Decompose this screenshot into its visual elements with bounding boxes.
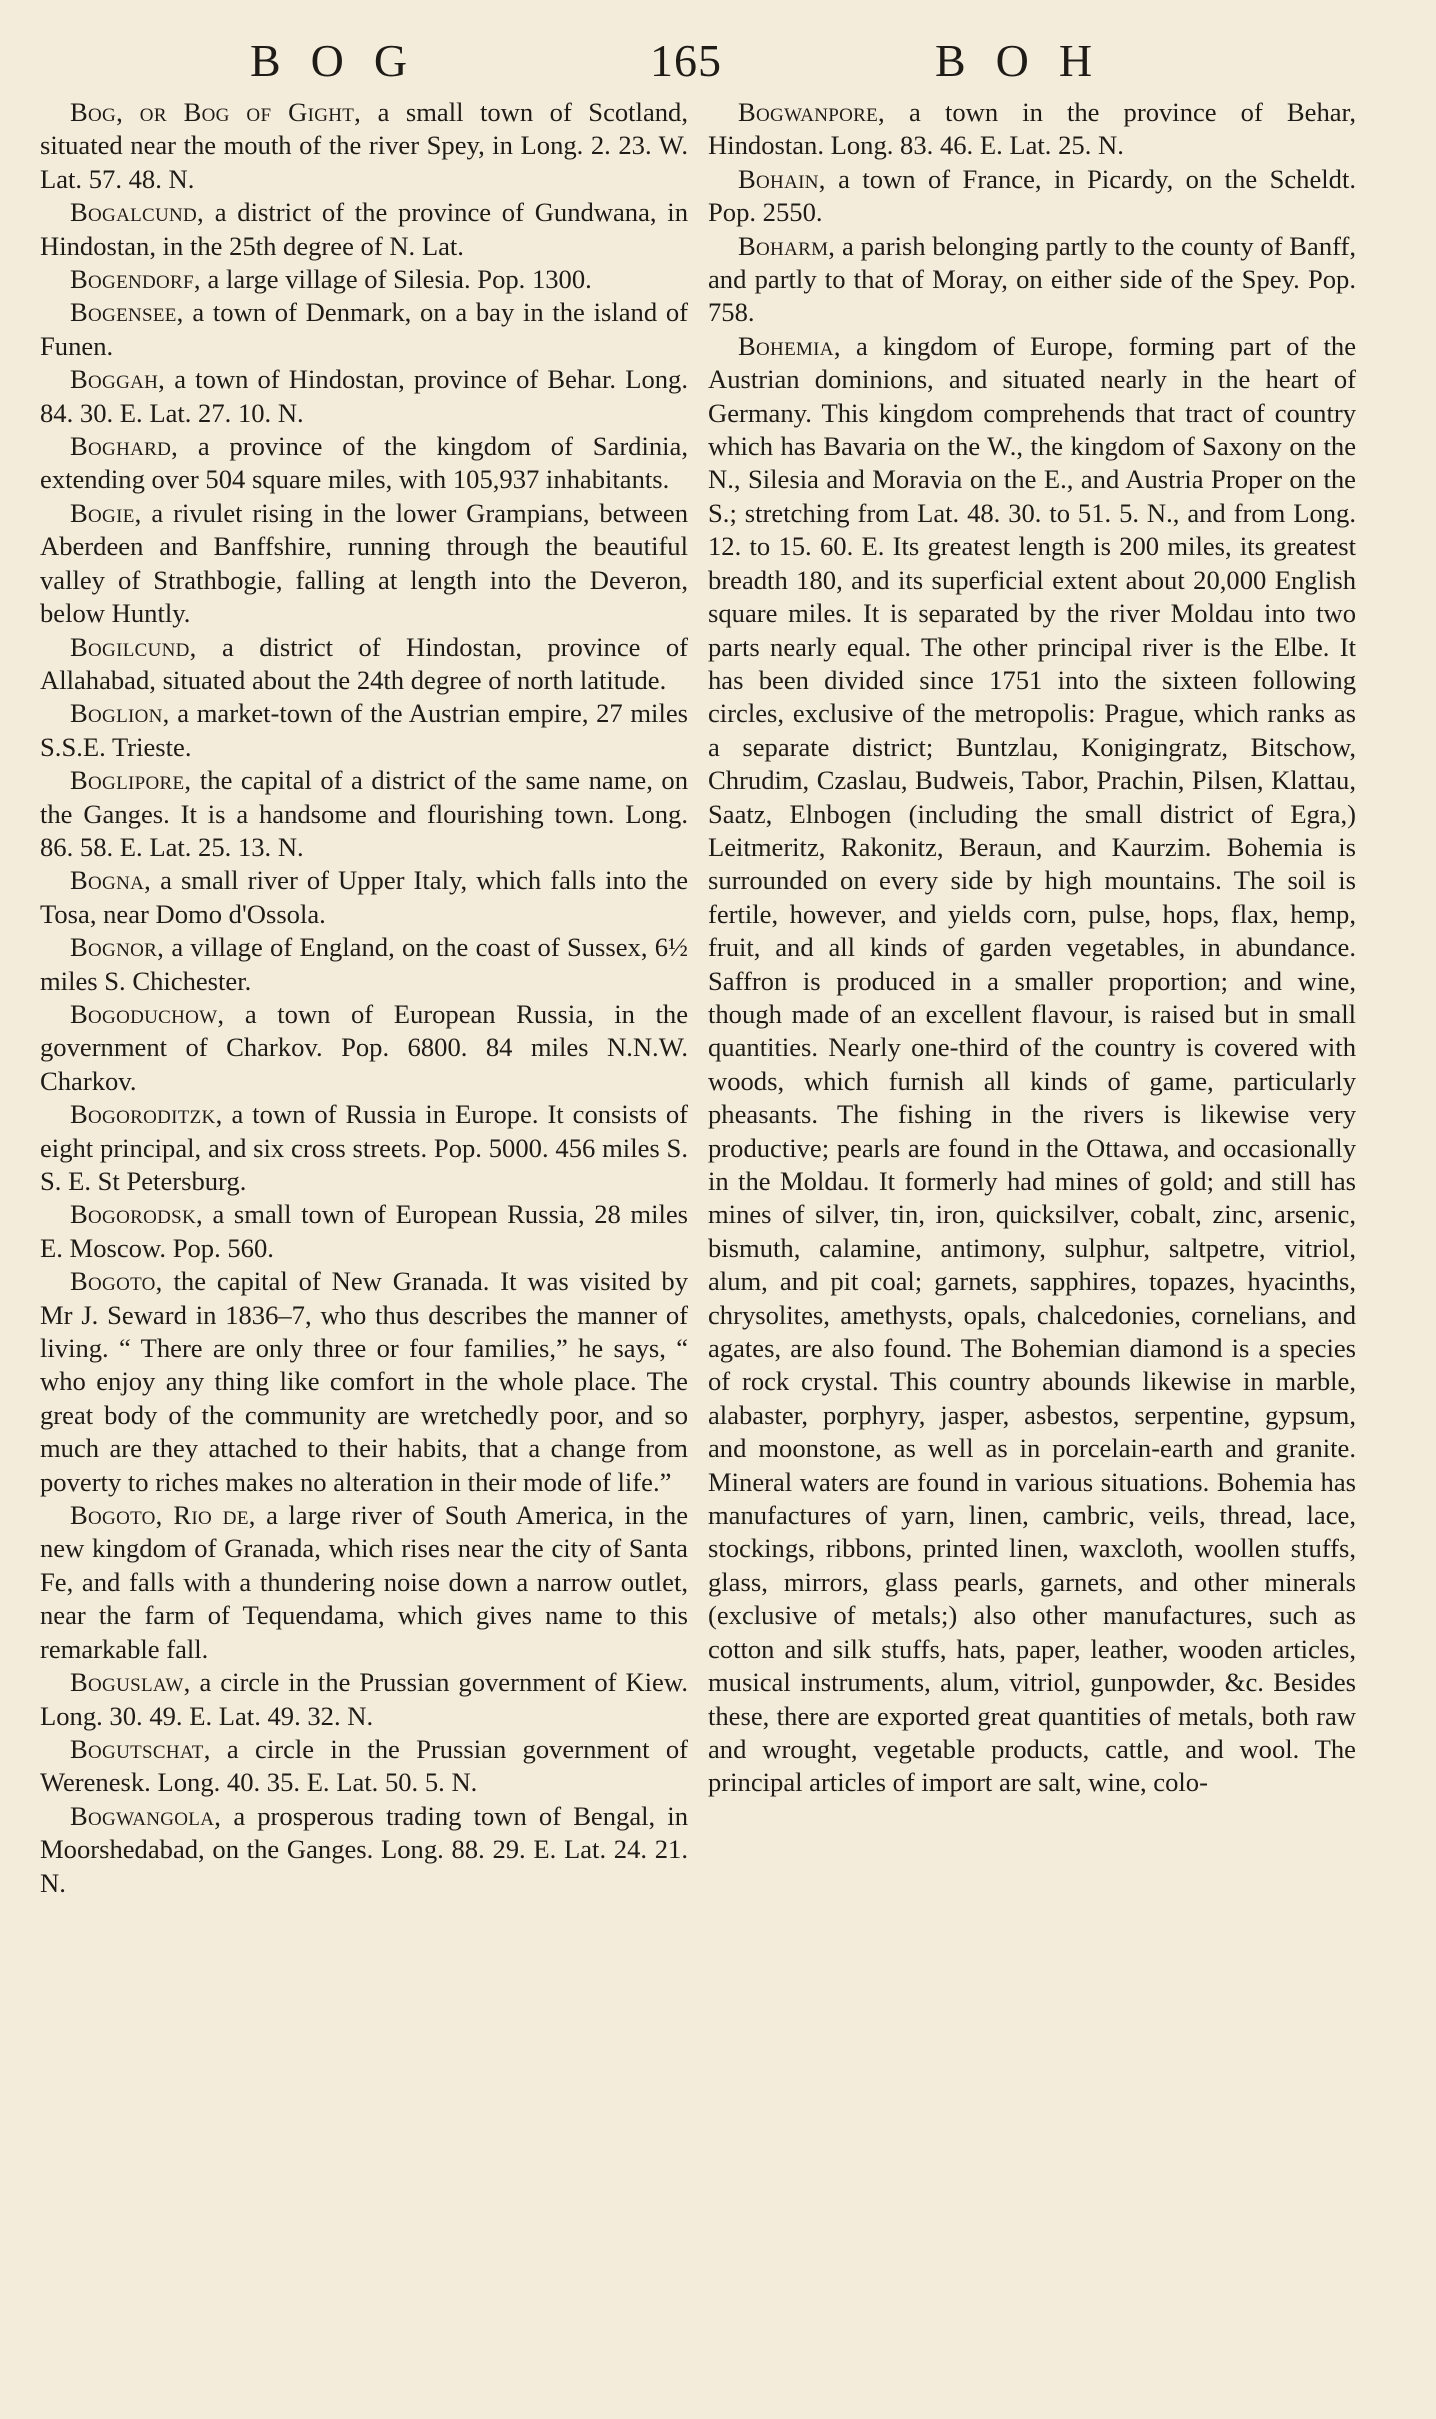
dictionary-entry <box>40 1265 688 1499</box>
entry-text: a province of the kingdom of Sardinia, extending over 504 square miles, with 105,937 inhabitants. <box>40 431 688 495</box>
entry-text: a market-town of the Austrian empire, 27 miles S.S.E. Trieste. <box>40 698 688 762</box>
dictionary-entry <box>40 998 688 1098</box>
entry-headword: Bogwanpore, <box>738 97 885 127</box>
running-header <box>0 34 1436 94</box>
entry-text: a town in the province of Behar, Hindostan. Long. 83. 46. E. Lat. 25. N. <box>708 97 1356 161</box>
entry-headword: Bogoto, Rio de, <box>70 1500 256 1531</box>
entry-headword: Bohain, <box>738 163 826 194</box>
entry-headword: Bogilcund, <box>70 631 197 662</box>
entry-headword: Bog, or Bog of Gight, <box>70 97 362 127</box>
dictionary-entry <box>708 330 1356 1800</box>
dictionary-entry <box>40 931 688 998</box>
entry-text: a circle in the Prussian government of Kiew. Long. 30. 49. E. Lat. 49. 32. N. <box>40 1667 688 1731</box>
entry-headword: Bogorodsk, <box>70 1199 203 1230</box>
entry-headword: Boguslaw, <box>70 1667 191 1698</box>
entry-headword: Bogendorf, <box>70 264 201 295</box>
entry-text: a rivulet rising in the lower Grampians, between Aberdeen and Banffshire, running through the beautiful valley of Strathbogie, falling at length into the Deveron, below Huntly. <box>40 497 688 629</box>
dictionary-entry <box>708 96 1356 163</box>
entry-headword: Bogalcund, <box>70 197 204 228</box>
entry-headword: Boglion, <box>70 698 170 729</box>
entry-headword: Boharm, <box>738 230 836 261</box>
entry-text: a district of the province of Gundwana, in Hindostan, in the 25th degree of N. Lat. <box>40 197 688 261</box>
left-running-headword: BOG <box>250 35 438 86</box>
dictionary-entry <box>40 497 688 631</box>
entry-text: a kingdom of Europe, forming part of the Austrian dominions, and situated nearly in the heart of Germany. This kingdom comprehends that tract of country which has Bavaria on the W., the kingdom of Saxony on the N., Silesia and Moravia on the E., and Austria Proper on the S.; stretching from Lat. 48. 30. to 51. 5. N., and from Long. 12. to 15. 60. E. Its greatest length is 200 miles, its greatest breadth 180, and its superficial extent about 20,000 English square miles. It is separated by the river Moldau into two parts nearly equal. The other principal river is the Elbe. It has been divided since 1751 into the sixteen following circles, exclusive of the metropolis: Prague, which ranks as a separate district; Buntzlau, Konigingratz, Bitschow, Chrudim, Czaslau, Budweis, Tabor, Prachin, Pilsen, Klattau, Saatz, Elnbogen (including the small district of Egra,) Leitmeritz, Rakonitz, Beraun, and Kaurzim. Bohemia is surrounded on every side by high mountains. The soil is fertile, however, and yields corn, pulse, hops, flax, hemp, fruit, and all kinds of garden vegetables, in abundance. Saffron is produced in a smaller proportion; and wine, though made of an excellent flavour, is raised but in small quantities. Nearly one-third of the country is covered with woods, which furnish all kinds of game, particularly pheasants. The fishing in the rivers is likewise very productive; pearls are found in the Ottawa, and occasionally in the Moldau. It formerly had mines of gold; and still has mines of silver, tin, iron, quicksilver, cobalt, zinc, arsenic, bismuth, calamine, antimony, sulphur, saltpetre, vitriol, alum, and pit coal; garnets, sapphires, topazes, hyacinths, chrysolites, amethysts, opals, chalcedonies, cornelians, and agates, are also found. The Bohemian diamond is a species of rock crystal. This country abounds likewise in marble, alabaster, porphyry, jasper, asbestos, serpentine, gypsum, and moonstone, as well as in porcelain-earth and granite. Mineral waters are found in various situations. Bohemia has manufactures of yarn, linen, cambric, veils, thread, lace, stockings, ribbons, printed linen, waxcloth, woollen stuffs, glass, mirrors, glass pearls, garnets, and other minerals (exclusive of metals;) also other manufactures, such as cotton and silk stuffs, hats, paper, leather, wooden articles, musical instruments, alum, vitriol, gunpowder, &c. Besides these, there are exported great quantities of metals, both raw and wrought, vegetable products, cattle, and wool. The principal articles of import are salt, wine, colo- <box>708 330 1356 1798</box>
entry-text: a large river of South America, in the new kingdom of Granada, which rises near the city of Santa Fe, and falls with a thundering noise down a narrow outlet, near the farm of Tequendama, which gives name to this remarkable fall. <box>40 1500 689 1664</box>
dictionary-entry <box>40 764 688 864</box>
entry-headword: Bogoroditzk, <box>70 1099 223 1130</box>
left-column <box>40 96 688 1900</box>
entry-headword: Bogoto, <box>70 1266 163 1297</box>
entry-headword: Boghard, <box>70 431 179 462</box>
entry-text: a circle in the Prussian government of Werenesk. Long. 40. 35. E. Lat. 50. 5. N. <box>40 1733 688 1798</box>
entry-text: a small river of Upper Italy, which falls into the Tosa, near Domo d'Ossola. <box>40 865 688 929</box>
page-number: 165 <box>650 35 722 86</box>
dictionary-entry <box>40 96 688 196</box>
dictionary-entry <box>40 1198 688 1265</box>
entry-headword: Bogwangola, <box>70 1800 222 1831</box>
entry-text: a town of European Russia, in the government of Charkov. Pop. 6800. 84 miles N.N.W. Charkov. <box>40 998 688 1096</box>
right-running-headword: BOH <box>935 35 1123 86</box>
dictionary-entry <box>40 263 688 296</box>
entry-headword: Boglipore, <box>70 765 192 796</box>
entry-text: a small town of European Russia, 28 miles E. Moscow. Pop. 560. <box>40 1199 688 1263</box>
dictionary-entry <box>40 864 688 931</box>
entry-text: a town of Russia in Europe. It consists of eight principal, and six cross streets. Pop. 5000. 456 miles S. S. E. St Petersburg. <box>40 1099 688 1196</box>
entry-headword: Bogutschat, <box>70 1733 211 1764</box>
dictionary-entry <box>40 1098 688 1198</box>
entry-text: a small town of Scotland, situated near the mouth of the river Spey, in Long. 2. 23. W. Lat. 57. 48. N. <box>40 97 688 194</box>
dictionary-entry <box>40 1666 688 1733</box>
dictionary-entry <box>708 230 1356 330</box>
entry-text: a town of Denmark, on a bay in the island of Funen. <box>40 297 688 361</box>
entry-text: a large village of Silesia. Pop. 1300. <box>200 264 592 295</box>
dictionary-entry <box>708 163 1356 230</box>
dictionary-entry <box>40 196 688 263</box>
entry-headword: Bogensee, <box>70 297 184 328</box>
dictionary-entry <box>40 1499 688 1666</box>
dictionary-entry <box>40 296 688 363</box>
entry-text: the capital of a district of the same name, on the Ganges. It is a handsome and flourishing town. Long. 86. 58. E. Lat. 25. 13. N. <box>40 765 688 862</box>
entry-text: a town of France, in Picardy, on the Scheldt. Pop. 2550. <box>708 163 1356 228</box>
dictionary-entry <box>40 1800 688 1900</box>
entry-headword: Bohemia, <box>738 330 841 361</box>
entry-text: a town of Hindostan, province of Behar. Long. 84. 30. E. Lat. 27. 10. N. <box>40 364 688 428</box>
entry-text: a prosperous trading town of Bengal, in Moorshedabad, on the Ganges. Long. 88. 29. E. Lat. 24. 21. N. <box>40 1800 688 1898</box>
entry-text: a parish belonging partly to the county of Banff, and partly to that of Moray, on either side of the Spey. Pop. 758. <box>708 230 1356 328</box>
entry-headword: Bogoduchow, <box>70 998 225 1029</box>
entry-text: a district of Hindostan, province of Allahabad, situated about the 24th degree of north latitude. <box>40 631 688 695</box>
entry-headword: Boggah, <box>70 364 166 395</box>
dictionary-entry <box>40 363 688 430</box>
entry-text: a village of England, on the coast of Sussex, 6½ miles S. Chichester. <box>40 932 688 996</box>
dictionary-entry <box>40 430 688 497</box>
entry-headword: Bogna, <box>70 865 152 896</box>
entry-headword: Bognor, <box>70 932 165 963</box>
right-column <box>708 96 1356 1800</box>
dictionary-entry <box>40 631 688 698</box>
entry-text: the capital of New Granada. It was visited by Mr J. Seward in 1836–7, who thus describes the manner of living. “ There are only three or four families,” he says, “ who enjoy any thing like comfort in the whole place. The great body of the community are wretchedly poor, and so much are they attached to their habits, that a change from poverty to riches makes no alteration in their mode of life.” <box>40 1266 688 1497</box>
dictionary-entry <box>40 1733 688 1800</box>
entry-headword: Bogie, <box>70 497 142 528</box>
dictionary-entry <box>40 697 688 764</box>
